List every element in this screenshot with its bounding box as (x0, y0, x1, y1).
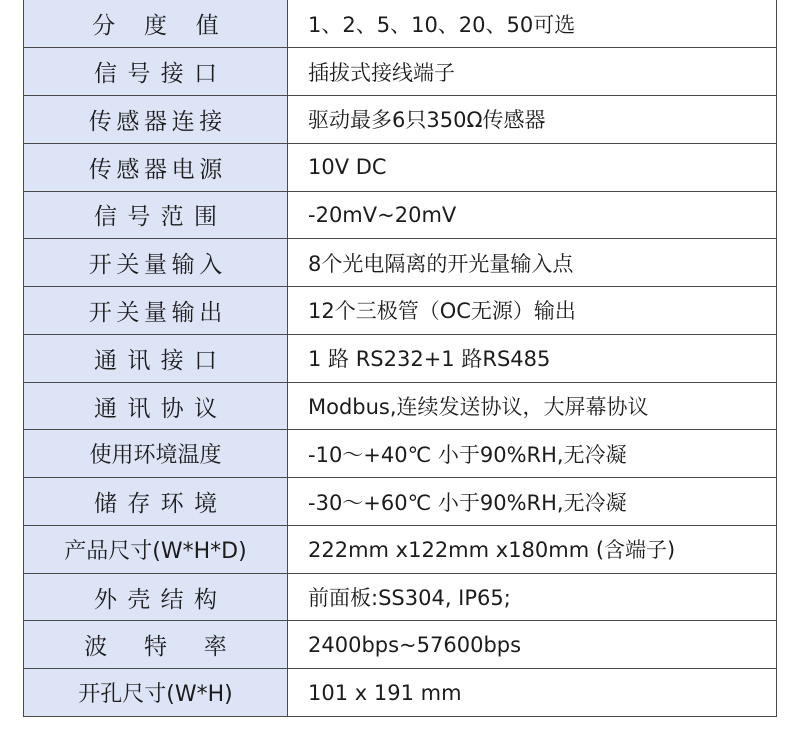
table-row (24, 143, 777, 191)
table-row (24, 621, 777, 669)
table-row (24, 525, 777, 573)
row-value: 101 x 191 mm (288, 669, 777, 717)
table-row (24, 669, 777, 717)
row-label: 信号接口 (24, 48, 288, 96)
table-row (24, 239, 777, 287)
table-row (24, 573, 777, 621)
row-label: 外壳结构 (24, 573, 288, 621)
row-label: 分度值 (24, 0, 288, 48)
row-label: 开关量输出 (24, 287, 288, 335)
row-value: -20mV~20mV (288, 191, 777, 239)
row-value: 驱动最多6只350Ω传感器 (288, 96, 777, 144)
row-value: 1、2、5、10、20、50可选 (288, 0, 777, 48)
row-value: -30～+60℃ 小于90%RH,无冷凝 (288, 478, 777, 526)
row-label: 开孔尺寸(W*H) (24, 669, 288, 717)
table-row (24, 96, 777, 144)
row-label: 信号范围 (24, 191, 288, 239)
row-label: 传感器连接 (24, 96, 288, 144)
row-label: 波特率 (24, 621, 288, 669)
row-value: 222mm x122mm x180mm (含端子) (288, 525, 777, 573)
row-value: 2400bps~57600bps (288, 621, 777, 669)
table-row (24, 478, 777, 526)
row-value: 12个三极管（OC无源）输出 (288, 287, 777, 335)
row-value: Modbus,连续发送协议，大屏幕协议 (288, 382, 777, 430)
table-row (24, 382, 777, 430)
table-row (24, 334, 777, 382)
row-label: 开关量输入 (24, 239, 288, 287)
table-row (24, 287, 777, 335)
spec-table (23, 0, 777, 717)
table-row (24, 430, 777, 478)
row-label: 通讯协议 (24, 382, 288, 430)
row-value: 8个光电隔离的开光量输入点 (288, 239, 777, 287)
row-value: 插拔式接线端子 (288, 48, 777, 96)
row-value: 10V DC (288, 143, 777, 191)
table-row (24, 191, 777, 239)
row-value: 前面板:SS304, IP65; (288, 573, 777, 621)
row-value: 1 路 RS232+1 路RS485 (288, 334, 777, 382)
row-value: -10～+40℃ 小于90%RH,无冷凝 (288, 430, 777, 478)
table-row (24, 0, 777, 48)
row-label: 传感器电源 (24, 143, 288, 191)
table-row (24, 48, 777, 96)
row-label: 使用环境温度 (24, 430, 288, 478)
row-label: 产品尺寸(W*H*D) (24, 525, 288, 573)
row-label: 储存环境 (24, 478, 288, 526)
row-label: 通讯接口 (24, 334, 288, 382)
